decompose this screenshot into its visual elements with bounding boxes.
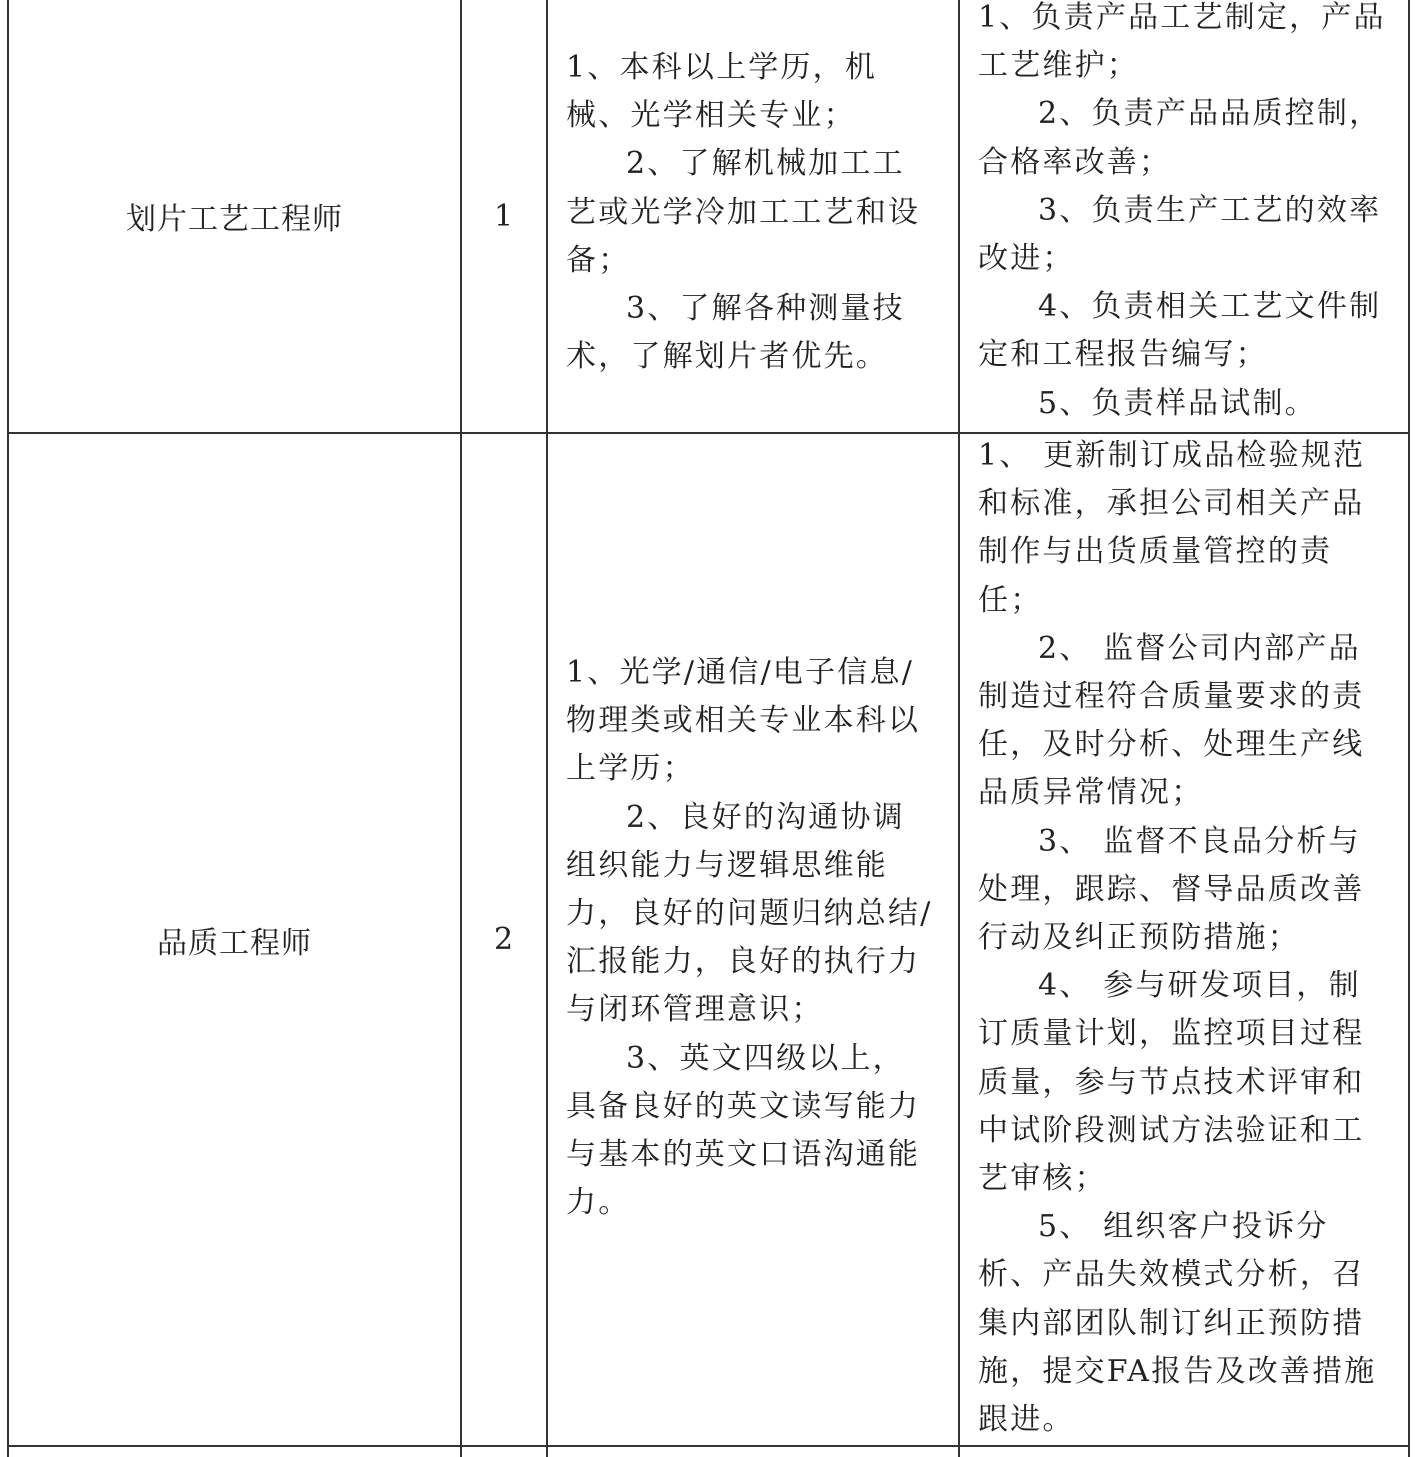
row-divider-2	[7, 1445, 1409, 1447]
requirement-item: 2、了解机械加工工艺或光学冷加工工艺和设备；	[566, 146, 921, 278]
duties-list	[978, 432, 1392, 1444]
position-cell	[9, 0, 460, 432]
duties-cell	[978, 432, 1392, 1445]
headcount-value: 1	[493, 198, 515, 234]
table-row	[0, 0, 1419, 432]
requirement-item: 3、了解各种测量技术，了解划片者优先。	[566, 291, 905, 375]
position-cell	[9, 434, 460, 1445]
requirement-item: 1、光学/通信/电子信息/物理类或相关专业本科以上学历；	[566, 655, 921, 787]
duty-item: 4、负责相关工艺文件制定和工程报告编写；	[978, 289, 1382, 373]
duty-item: 3、负责生产工艺的效率改进；	[978, 192, 1382, 277]
requirements-list	[566, 649, 934, 1227]
position-name: 划片工艺工程师	[126, 202, 343, 237]
duty-item: 2、 监督公司内部产品制造过程符合质量要求的责任，及时分析、处理生产线品质异常情况；	[978, 630, 1365, 811]
headcount-cell	[462, 0, 546, 432]
requirement-item: 1、本科以上学历，机械、光学相关专业；	[566, 50, 878, 134]
headcount-value: 2	[493, 922, 515, 957]
duties-cell	[978, 0, 1388, 432]
requirements-cell	[566, 44, 928, 432]
duty-item: 1、 更新制订成品检验规范和标准，承担公司相关产品制作与出货质量管控的责任；	[978, 438, 1366, 618]
requirement-item: 2、良好的沟通协调组织能力与逻辑思维能力，良好的问题归纳总结/汇报能力，良好的执行力与闭环管理意识；	[566, 799, 933, 1028]
duty-item: 3、 监督不良品分析与处理，跟踪、督导品质改善行动及纠正预防措施；	[978, 823, 1365, 956]
headcount-cell	[462, 434, 546, 1445]
duty-item: 5、 组织客户投诉分析、产品失效模式分析，召集内部团队制订纠正预防措施，提交FA报告及改善措施跟进。	[978, 1209, 1377, 1438]
table-row	[0, 434, 1419, 1445]
duty-item: 1、负责产品工艺制定，产品工艺维护；	[978, 0, 1386, 84]
requirements-list	[566, 44, 928, 381]
requirement-item: 3、英文四级以上，具备良好的英文读写能力与基本的英文口语沟通能力。	[566, 1040, 921, 1221]
duty-item: 2、负责产品品质控制，合格率改善；	[978, 96, 1382, 180]
duties-list	[978, 0, 1388, 428]
position-name: 品质工程师	[157, 925, 312, 961]
requirements-cell	[566, 649, 934, 1445]
duty-item: 5、负责样品试制。	[1038, 385, 1317, 421]
duty-item: 4、 参与研发项目，制订质量计划，监控项目过程质量，参与节点技术评审和中试阶段测试方法验证和工艺审核；	[978, 968, 1365, 1197]
